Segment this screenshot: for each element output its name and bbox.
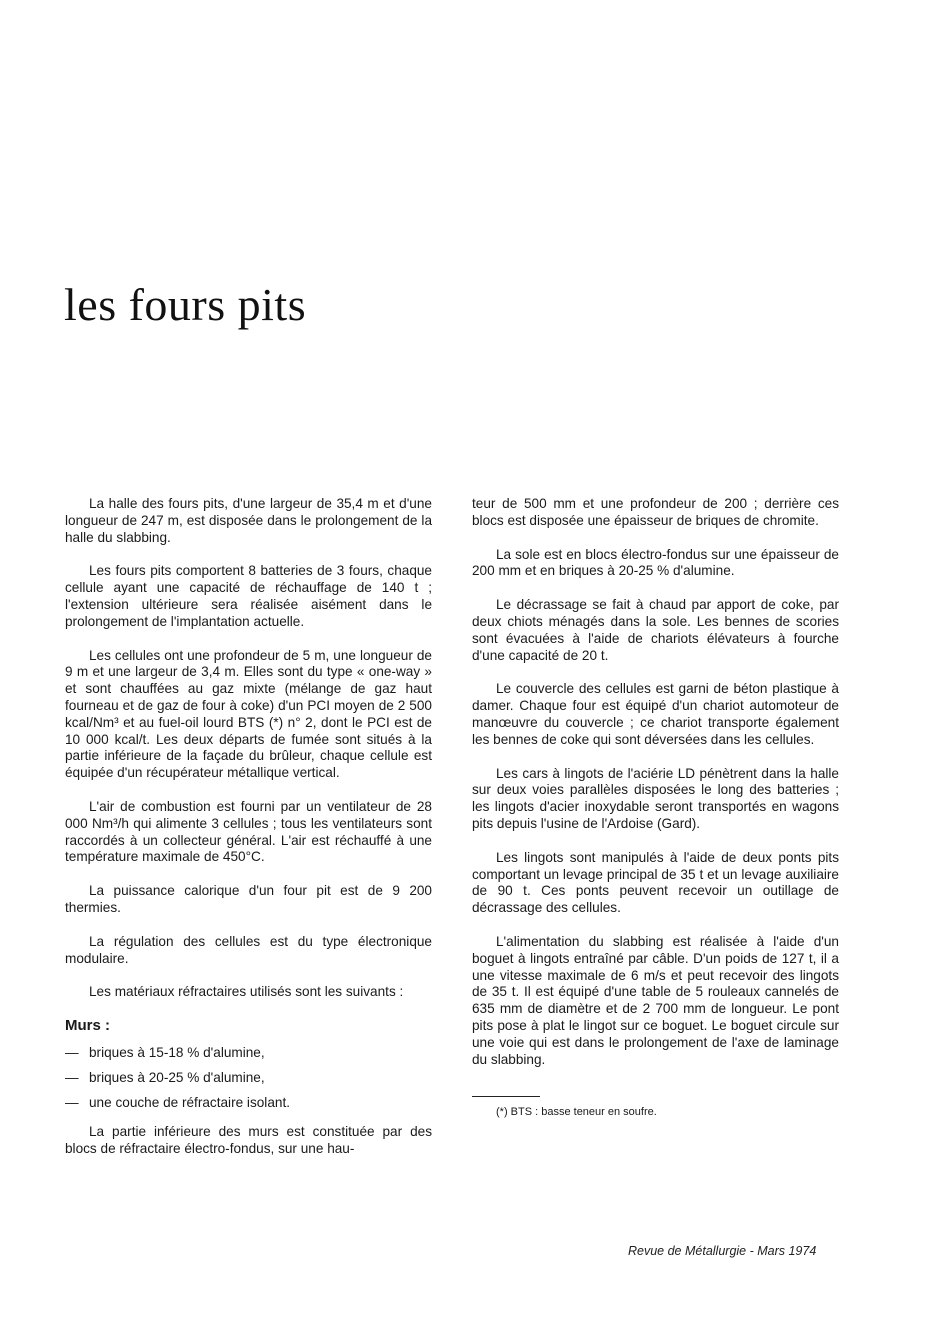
paragraph: La partie inférieure des murs est constituée par des blocs de réfractaire électro-fondus, sur une hau- [65,1124,432,1157]
paragraph: Le décrassage se fait à chaud par apport de coke, par deux chiots ménagés dans la sole. Les bennes de scories sont évacuées à l'aide de chariots élévateurs à fourche d'une capacité de 20 t. [472,597,839,663]
list-item [65,1070,432,1087]
paragraph: Les matériaux réfractaires utilisés sont les suivants : [89,984,404,1000]
list-item [65,1045,432,1062]
dash-bullet: — [65,1094,79,1110]
paragraph: La puissance calorique d'un four pit est de 9 200 thermies. [65,883,432,915]
paragraph: La régulation des cellules est du type électronique modulaire. [65,933,432,966]
footnote: (*) BTS : basse teneur en soufre. [496,1106,657,1119]
paragraph: Les cellules ont une profondeur de 5 m, une longueur de 9 m et une largeur de 3,4 m. Elles sont du type « one-way » et sont chauffées au gaz mixte (mélange de gaz haut fourneau et de gaz de four à coke) d'un PCI moyen de 2 500 kcal/Nm³ et au fuel-oil lourd BTS (*) n° 2, dont le PCI est de 10 000 kcal/t. Les deux départs de fumée sont situés à la partie inférieure de la façade du brûleur, chaque cellule est équipée d'un récupérateur métallique vertical. [65,647,432,781]
paragraph-continued: teur de 500 mm et une profondeur de 200 ; derrière ces blocs est disposée une épaisseur de briques de chromite. [472,496,839,528]
right-column [472,496,839,1136]
paragraph: Les cars à lingots de l'aciérie LD pénètrent dans la halle sur deux voies parallèles disposées le long des batteries ; les lingots d'acier inoxydable seront transportés en wagons pits depuis l'usine de l'Ardoise (Gard). [472,765,839,831]
paragraph: La sole est en blocs électro-fondus sur une épaisseur de 200 mm et en briques à 20-25 % d'alumine. [472,546,839,579]
paragraph: Le couvercle des cellules est garni de béton plastique à damer. Chaque four est équipé d'un chariot automoteur de manœuvre du couvercle ; ce chariot transporte également les bennes de coke qui sont déversées dans les cellules. [472,681,839,747]
list-item-text: briques à 15-18 % d'alumine, [89,1044,265,1060]
footnote-divider [472,1096,540,1097]
dash-bullet: — [65,1069,79,1085]
paragraph: Les fours pits comportent 8 batteries de 3 fours, chaque cellule ayant une capacité de réchauffage de 140 t ; l'extension ultérieure sera réalisée aisément dans le prolongement de l'implantation actuelle. [65,563,432,629]
paragraph: L'alimentation du slabbing est réalisée à l'aide d'un boguet à lingots entraîné par câble. D'un poids de 127 t, il a une vitesse maximale de 6 m/s et peut recevoir des lingots de 35 t. Il est équipé d'une table de 5 rouleaux cannelés de 635 mm de diamètre et de 2 700 mm de longueur. Le pont pits pose à plat le lingot sur ce boguet. Le boguet circule sur une voie qui est dans le prolongement de l'axe de laminage du slabbing. [472,933,839,1067]
left-column [65,496,432,1175]
section-heading-murs: Murs : [65,1017,110,1035]
list-item [65,1095,432,1112]
list-item-text: briques à 20-25 % d'alumine, [89,1069,265,1085]
paragraph: Les lingots sont manipulés à l'aide de deux ponts pits comportant un levage principal de 35 t et un levage auxiliaire de 90 t. Ces ponts peuvent recevoir un outillage de décrassage des cellules. [472,849,839,916]
paragraph: La halle des fours pits, d'une largeur de 35,4 m et d'une longueur de 247 m, est disposée dans le prolongement de la halle du slabbing. [65,496,432,545]
dash-bullet: — [65,1044,79,1060]
journal-footer: Revue de Métallurgie - Mars 1974 [628,1244,817,1258]
murs-list [65,1045,432,1111]
list-item-text: une couche de réfractaire isolant. [89,1094,291,1110]
paragraph: L'air de combustion est fourni par un ventilateur de 28 000 Nm³/h qui alimente 3 cellules ; tous les ventilateurs sont raccordés à un collecteur général. L'air est réchauffé à une température maximale de 450°C. [65,798,432,865]
page-title: les fours pits [64,279,307,330]
